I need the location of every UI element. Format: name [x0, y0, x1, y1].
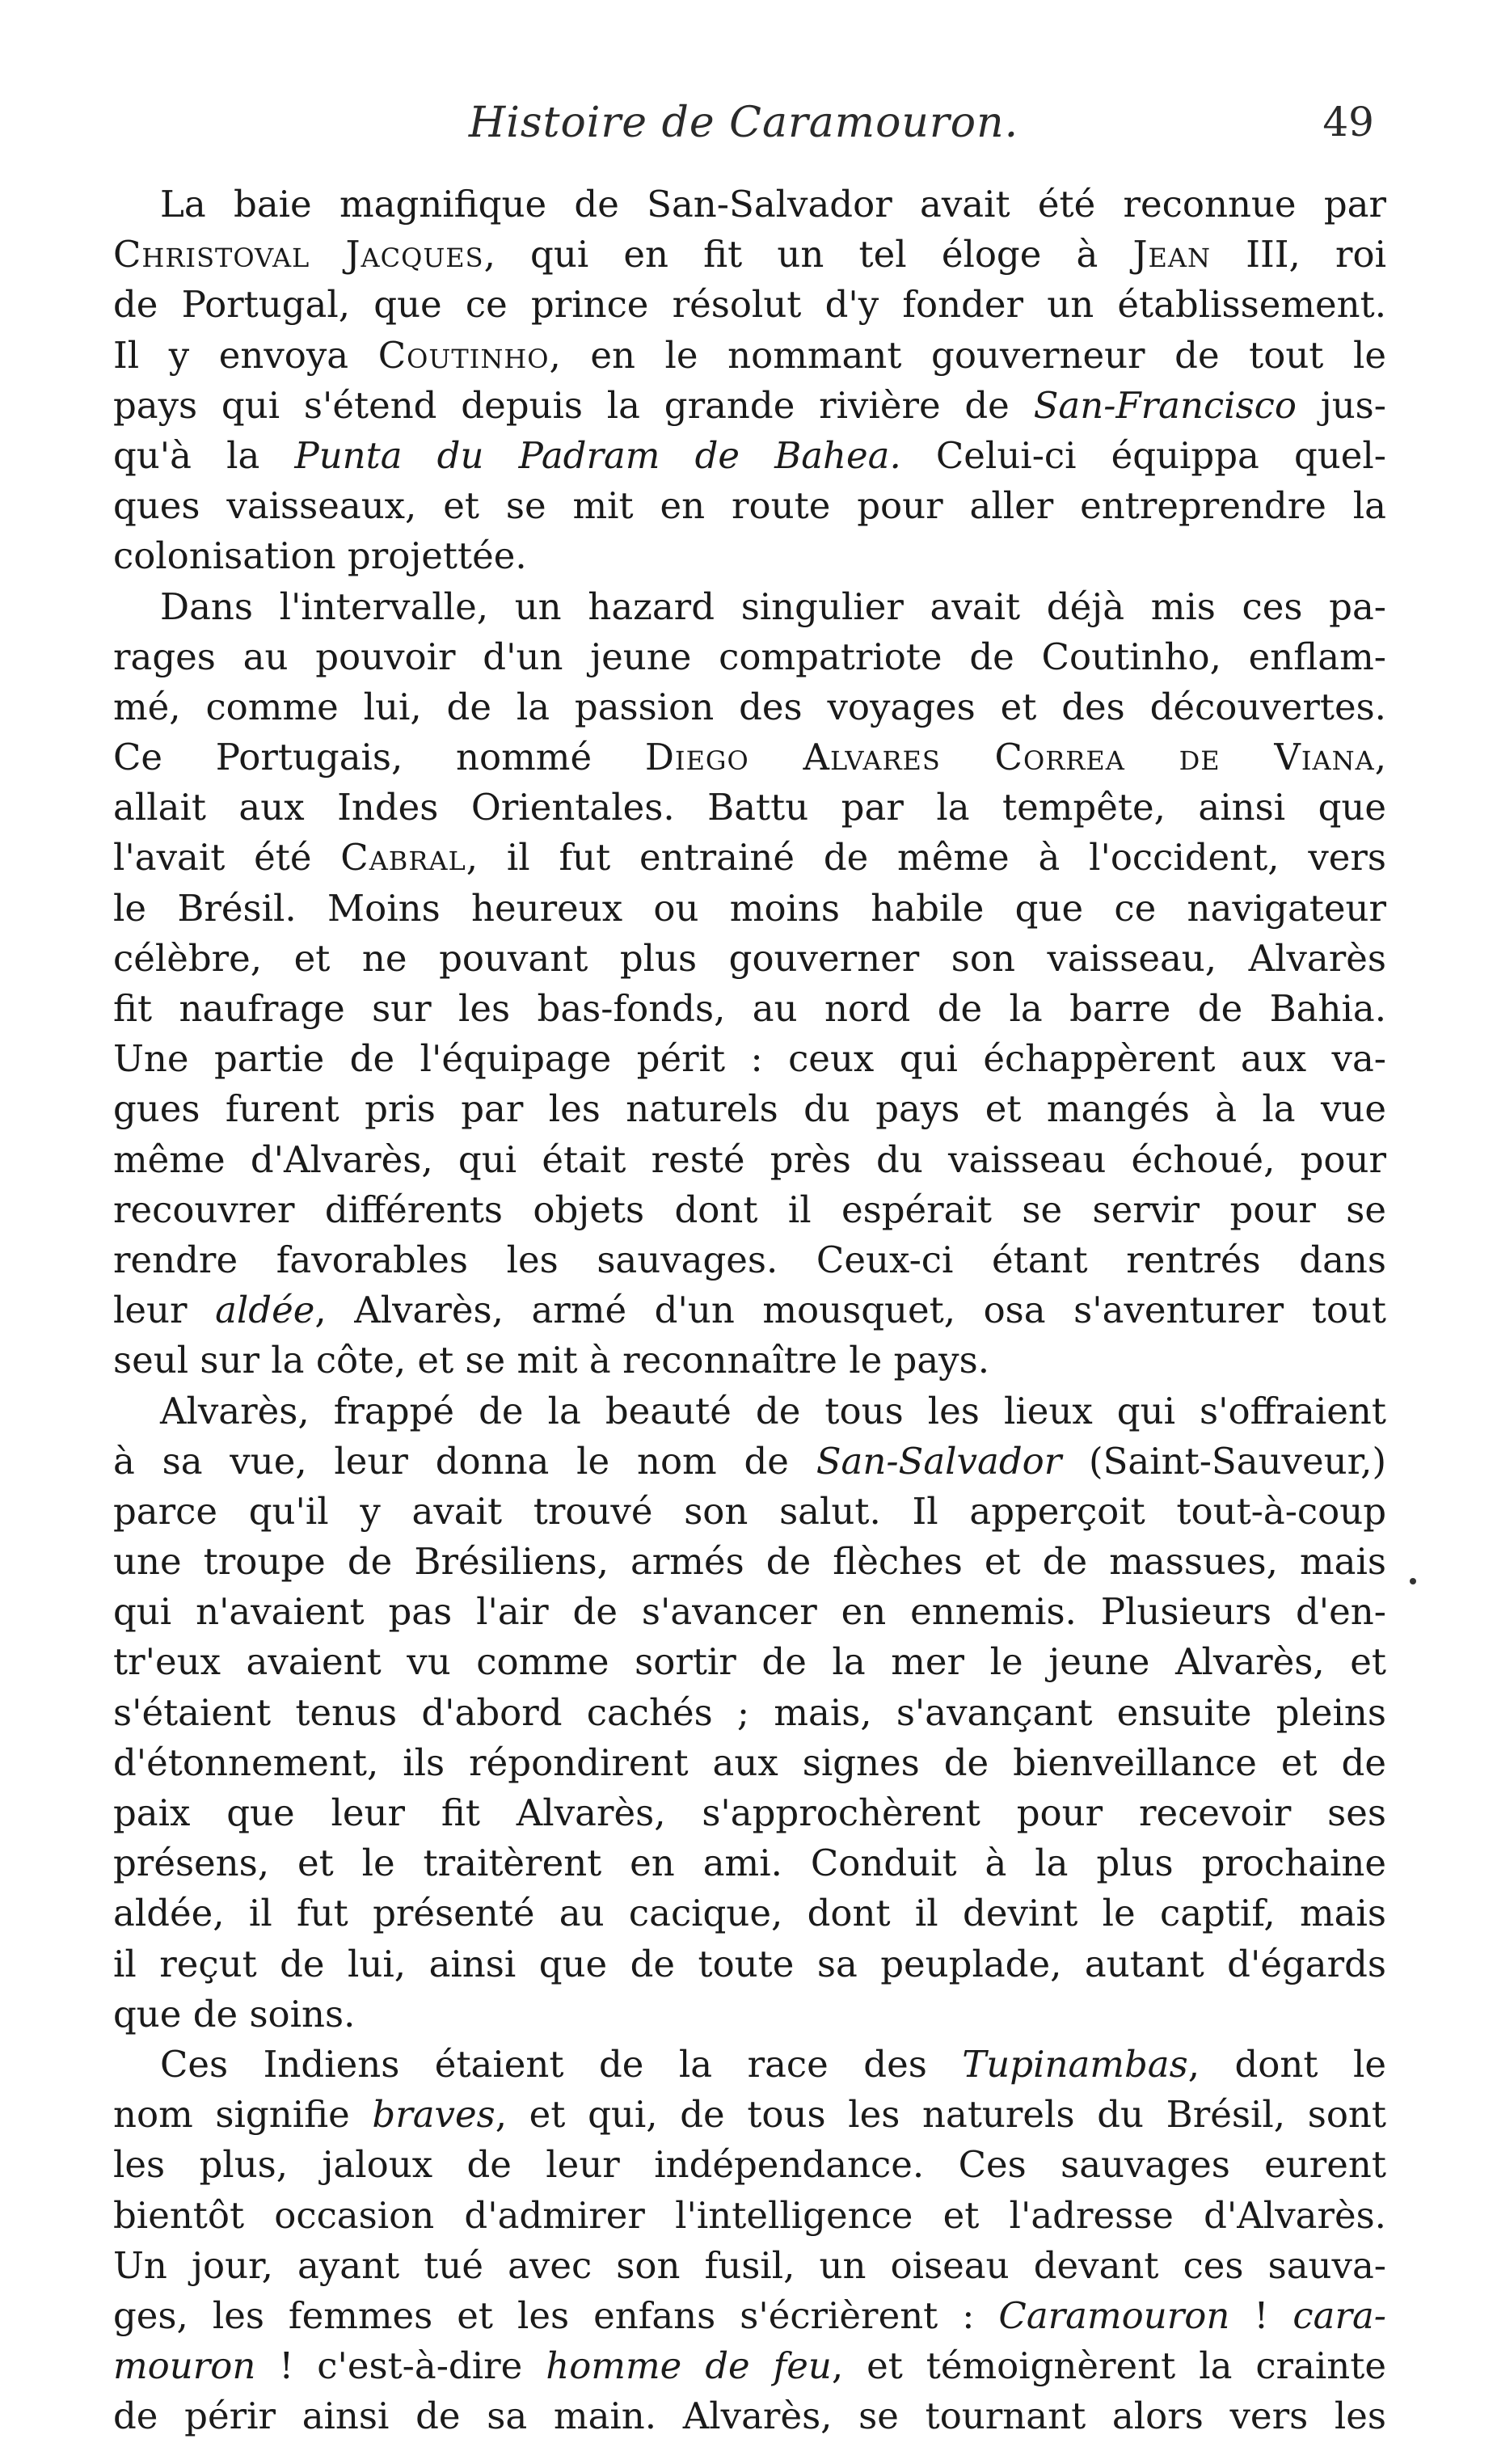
text-segment: Une partie de l'équipage périt : ceux qui échappèrent aux va- [113, 1037, 1386, 1081]
text-segment: s'étaient tenus d'abord cachés ; mais, s'avançant ensuite pleins [113, 1690, 1386, 1734]
text-line [113, 682, 1386, 732]
text-segment: gues furent pris par les naturels du pays et mangés à la vue [113, 1087, 1386, 1131]
text-line [113, 230, 1386, 280]
text-line [113, 1285, 1386, 1335]
text-segment: , et qui, de tous les naturels du Brésil, sont [495, 2093, 1386, 2137]
text-segment: rendre favorables les sauvages. Ceux-ci étant rentrés dans [113, 1238, 1386, 1281]
text-segment: parce qu'il y avait trouvé son salut. Il apperçoit tout-à-coup [113, 1489, 1386, 1533]
text-segment: pays qui s'étend depuis la grande rivière de [113, 383, 1034, 427]
text-segment: même d'Alvarès, qui était resté près du vaisseau échoué, pour [113, 1137, 1386, 1181]
text-segment: à sa vue, leur donna le nom de [113, 1439, 816, 1483]
text-line [113, 1437, 1386, 1487]
text-line [113, 2341, 1386, 2391]
text-line [113, 2391, 1386, 2441]
text-line [113, 1235, 1386, 1285]
italic-text: cara- [1292, 2293, 1386, 2337]
text-line [113, 1135, 1386, 1185]
italic-text: homme de feu [546, 2344, 832, 2388]
text-segment: leur [113, 1289, 216, 1332]
text-segment: il reçut de lui, ainsi que de toute sa peuplade, autant d'égards [113, 1942, 1386, 1985]
text-segment: Alvarès, frappé de la beauté de tous les lieux qui s'offraient [160, 1389, 1386, 1432]
proper-name: Coutinho [377, 333, 550, 377]
text-segment: , dont le [1187, 2042, 1386, 2086]
text-line [113, 2191, 1386, 2241]
text-line [113, 481, 1386, 531]
text-line [113, 1386, 1386, 1437]
text-segment: , Alvarès, armé d'un mousquet, osa s'aventurer tout [314, 1289, 1386, 1332]
text-line [113, 431, 1386, 481]
text-segment: Celui-ci équippa quel- [900, 433, 1386, 477]
text-line [113, 1587, 1386, 1637]
text-segment: le Brésil. Moins heureux ou moins habile que ce navigateur [113, 886, 1386, 930]
text-segment: de Portugal, que ce prince résolut d'y fonder un établissement. [113, 283, 1386, 327]
text-segment: une troupe de Brésiliens, armés de flèches et de massues, mais [113, 1540, 1386, 1584]
text-segment: , [1374, 736, 1386, 779]
text-segment: ! [1229, 2293, 1293, 2337]
text-line [113, 582, 1386, 632]
text-line [113, 1989, 1386, 2040]
text-line [113, 1537, 1386, 1587]
text-segment: , en le nommant gouverneur de tout le [549, 333, 1386, 377]
text-segment: présens, et le traitèrent en ami. Conduit à la plus prochaine [113, 1842, 1386, 1885]
text-segment: , qui en fit un tel éloge à [483, 233, 1133, 276]
text-segment: de périr ainsi de sa main. Alvarès, se tournant alors vers les [113, 2394, 1386, 2438]
text-segment: recouvrer différents objets dont il espérait se servir pour se [113, 1188, 1386, 1231]
proper-name: Jean [1132, 233, 1212, 276]
proper-name: Diego Alvares Correa de Viana [644, 736, 1375, 779]
text-segment: allait aux Indes Orientales. Battu par la tempête, ainsi que [113, 786, 1386, 829]
text-segment: mé, comme lui, de la passion des voyages et des découvertes. [113, 685, 1386, 728]
italic-text: braves [372, 2093, 495, 2137]
text-line [113, 884, 1386, 934]
text-segment: ! c'est-à-dire [255, 2344, 546, 2388]
text-segment: paix que leur fit Alvarès, s'approchèrent pour recevoir ses [113, 1791, 1386, 1834]
text-segment: ques vaisseaux, et se mit en route pour aller entreprendre la [113, 484, 1386, 528]
text-segment: , il fut entrainé de même à l'occident, vers [466, 836, 1386, 880]
text-segment: Ce Portugais, nommé [113, 736, 645, 779]
text-segment: ges, les femmes et les enfans s'écrièrent : [113, 2293, 999, 2337]
text-line [113, 1487, 1386, 1537]
text-segment: colonisation projettée. [113, 534, 527, 578]
text-segment: , et témoignèrent la crainte [831, 2344, 1386, 2388]
text-line [113, 1637, 1386, 1687]
text-line [113, 2241, 1386, 2291]
text-segment: Il y envoya [113, 333, 378, 377]
text-line [113, 331, 1386, 381]
italic-text: Caramouron [998, 2293, 1230, 2337]
text-line [113, 531, 1386, 581]
italic-text: San-Salvador [816, 1439, 1062, 1483]
text-segment: l'avait été [113, 836, 341, 880]
text-line [113, 1838, 1386, 1888]
text-line [113, 2090, 1386, 2140]
text-segment: nom signifie [113, 2093, 373, 2137]
text-line [113, 1335, 1386, 1386]
italic-text: mouron [113, 2344, 256, 2388]
text-line [113, 732, 1386, 783]
text-line [113, 1738, 1386, 1788]
text-line [113, 632, 1386, 682]
page-header [113, 99, 1374, 155]
text-segment: seul sur la côte, et se mit à reconnaître le pays. [113, 1339, 989, 1382]
text-segment: aldée, il fut présenté au cacique, dont il devint le captif, mais [113, 1892, 1386, 1935]
text-line [113, 783, 1386, 833]
proper-name: Christoval Jacques [113, 233, 484, 276]
text-line [113, 1939, 1386, 1989]
text-line [113, 833, 1386, 883]
text-segment: d'étonnement, ils répondirent aux signes de bienveillance et de [113, 1740, 1386, 1784]
text-line [113, 934, 1386, 984]
margin-ink-dot [1410, 1578, 1416, 1584]
text-segment: qui n'avaient pas l'air de s'avancer en ennemis. Plusieurs d'en- [113, 1590, 1386, 1634]
text-line [113, 1084, 1386, 1134]
body-text [113, 179, 1386, 2441]
text-segment: bientôt occasion d'admirer l'intelligence et l'adresse d'Alvarès. [113, 2193, 1386, 2237]
text-segment: rages au pouvoir d'un jeune compatriote de Coutinho, enflam- [113, 635, 1386, 678]
text-segment: III, roi [1211, 233, 1386, 276]
proper-name: Cabral [340, 836, 466, 880]
text-line [113, 1788, 1386, 1838]
text-line [113, 2291, 1386, 2341]
text-segment: Dans l'intervalle, un hazard singulier avait déjà mis ces pa- [160, 584, 1386, 628]
text-line [113, 381, 1386, 431]
text-segment: célèbre, et ne pouvant plus gouverner son vaisseau, Alvarès [113, 936, 1386, 980]
italic-text: aldée [215, 1289, 315, 1332]
text-line [113, 280, 1386, 330]
text-line [113, 2140, 1386, 2190]
page-number: 49 [1322, 99, 1374, 146]
text-line [113, 2040, 1386, 2090]
text-line [113, 1034, 1386, 1084]
text-segment: fit naufrage sur les bas-fonds, au nord de la barre de Bahia. [113, 987, 1386, 1030]
text-segment: Un jour, ayant tué avec son fusil, un oiseau devant ces sauva- [113, 2243, 1386, 2287]
text-segment: (Saint-Sauveur,) [1061, 1439, 1386, 1483]
running-title: Histoire de Caramouron. [468, 99, 1019, 147]
text-segment: qu'à la [113, 433, 295, 477]
italic-text: Tupinambas [962, 2042, 1188, 2086]
text-segment: La baie magnifique de San-Salvador avait été reconnue par [160, 183, 1386, 226]
text-segment: tr'eux avaient vu comme sortir de la mer le jeune Alvarès, et [113, 1640, 1386, 1684]
text-line [113, 1888, 1386, 1939]
text-line [113, 1185, 1386, 1235]
italic-text: San-Francisco [1033, 383, 1297, 427]
text-line [113, 984, 1386, 1034]
text-line [113, 179, 1386, 230]
text-segment: les plus, jaloux de leur indépendance. Ces sauvages eurent [113, 2143, 1386, 2187]
text-line [113, 1688, 1386, 1738]
text-segment: Ces Indiens étaient de la race des [160, 2042, 963, 2086]
text-segment: jus- [1296, 383, 1386, 427]
italic-text: Punta du Padram de Bahea. [294, 433, 901, 477]
text-segment: que de soins. [113, 1992, 356, 2036]
